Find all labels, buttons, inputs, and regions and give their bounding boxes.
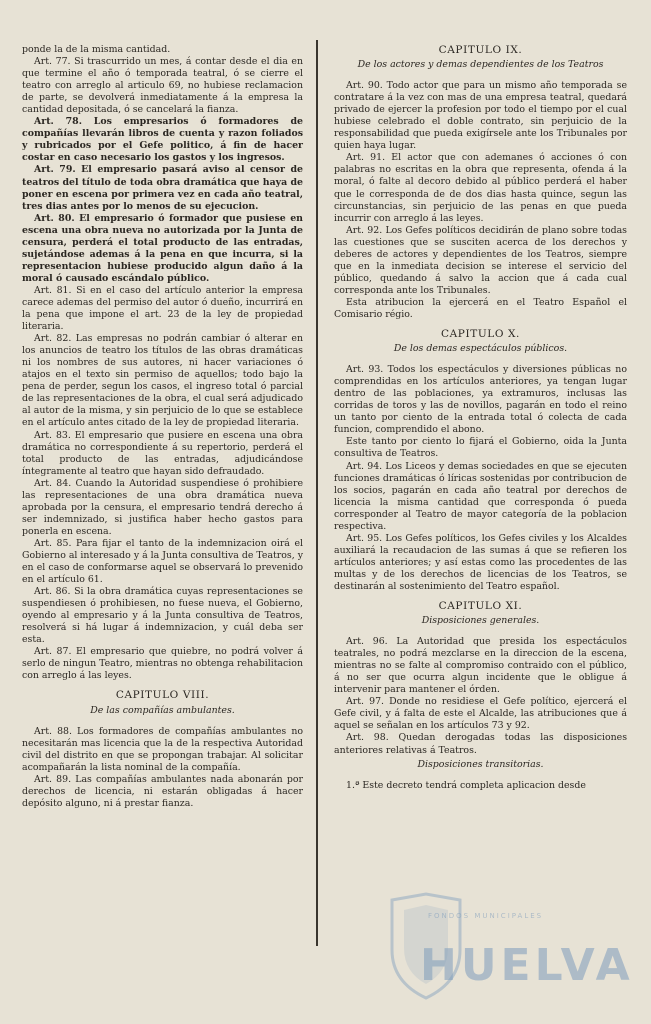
watermark-subtext: FONDOS MUNICIPALES [428,912,544,920]
watermark-text: HUELVA [420,940,634,991]
article-88: Art. 88. Los formadores de compañías ambulantes no necesitarán mas licencia que la de la respectiva Autoridad civil del distrito en que se propongan trabajar. Al solicitar acompañarán la lista nominal de la compañía. [22,725,303,773]
article-93: Art. 93. Todos los espectáculos y diversiones públicas no comprendidas en los artículos anteriores, ya tengan lugar dentro de las poblaciones, ya extramuros, inclusas las corridas de toros y las de novillos, pagarán en todo el reino un tanto por ciento de la entrada total ó colecta de cada funcion, comprendido el abono. [334,364,627,436]
chapter-9-heading: CAPITULO IX. [438,44,523,56]
article-85: Art. 85. Para fijar el tanto de la indemnizacion oirá el Gobierno al interesado y á la Junta consultiva de Teatros, y en el caso de conformarse aquel se observará lo prevenido en el artículo 61. [22,537,303,586]
article-81: Art. 81. Si en el caso del artículo anterior la empresa carece ademas del permiso del autor ó dueño, incurrirá en la pena que impone el art. 23 de la ley de propiedad literaria. [22,284,303,333]
article-83: Art. 83. El empresario que pusiere en escena una obra dramática no correspondiente á su repertorio, perderá el total producto de las entradas, adjudicándose íntegramente al teatro que hayan sido defraudado. [22,429,303,477]
article-90: Art. 90. Todo actor que para un mismo año temporada se contratare á la vez con mas de una empresa teatral, quedará privado de ejercer la profesion por todo el tiempo por el cual hubiese celebrado el doble contrato, sin perjuicio de la responsabilidad que pueda exigírsele ante los Tribunales por quien haya lugar. [334,80,627,152]
chapter-8-subtitle: De las compañías ambulantes. [90,704,235,716]
article-97: Art. 97. Donde no residiese el Gefe político, ejercerá el Gefe civil, y á falta de este el Alcalde, las atribuciones que á aquel se señalan en los artículos 73 y 92. [334,696,627,732]
article-94: Art. 94. Los Liceos y demas sociedades en que se ejecuten funciones dramáticas ó líricas sostenidas por contribucion de los socios, pagarán en cada año teatral por derechos de licencia la misma cantidad que corresponda ó pueda corresponder al Teatro de mayor categoría de la poblacion respectiva. [334,460,627,532]
chapter-8-heading: CAPITULO VIII. [115,689,210,702]
article-95: Art. 95. Los Gefes políticos, los Gefes civiles y los Alcaldes auxiliará la recaudacion de las sumas á que se refieren los artículos anteriores; y así estas como las procedentes de las multas y de los derechos de licencias de los Teatros, se destinarán al sostenimiento del Teatro español. [334,532,627,592]
left-column [22,44,303,810]
chapter-11-subtitle: Disposiciones generales. [421,615,540,627]
paragraph-continuation: ponde la de la misma cantidad. [22,44,171,55]
article-80: Art. 80. El empresario ó formador que pusiese en escena una obra nueva no autorizada por la Junta de censura, perderá el total producto de las entradas, sujetándose ademas á la pena en que incurra, si la representacion hubiese producido algun daño á la moral ó causado escándalo público. [22,212,303,284]
transitory-subtitle: Disposiciones transitorias. [417,758,544,770]
article-92-note: Esta atribucion la ejercerá en el Teatro Español el Comisario régio. [334,296,627,320]
article-98: Art. 98. Quedan derogadas todas las disposiciones anteriores relativas á Teatros. [334,732,627,756]
chapter-10-heading: CAPITULO X. [440,328,520,341]
article-91: Art. 91. El actor que con ademanes ó acciones ó con palabras no escritas en la obra que representa, ofenda á la moral, ó falte al decoro debido al público perderá el haber que le corresponda de de dos dias hasta quince, segun las circunstancias, sin perjuicio de las penas en que pueda incurrir con arreglo á las leyes. [334,152,627,224]
article-79: Art. 79. El empresario pasará aviso al censor de teatros del título de toda obra dramática que haya de poner en escena por primera vez en cada año teatral, tres dias antes por lo menos de su ejecucion. [22,164,303,212]
article-84: Art. 84. Cuando la Autoridad suspendiese ó prohibiere las representaciones de una obra dramática nueva aprobada por la censura, el empresario tendrá derecho á ser indemnizado, si justifica haber hecho gastos para ponerla en escena. [22,477,303,537]
article-96: Art. 96. La Autoridad que presida los espectáculos teatrales, no podrá mezclarse en la direccion de la escena, mientras no se falte al compromiso contraido con el público, á no ser que ocurra algun incidente que le obligue á intervenir para mantener el órden. [334,636,627,696]
article-87: Art. 87. El empresario que quiebre, no podrá volver á serlo de ningun Teatro, mientras no obtenga rehabilitacion con arreglo á las leyes. [22,646,303,682]
column-divider [316,40,318,946]
article-89: Art. 89. Las compañías ambulantes nada abonarán por derechos de licencia, ni estarán obligadas á hacer depósito alguno, ni á prestar fianza. [22,773,303,809]
right-column [334,44,627,792]
article-92: Art. 92. Los Gefes políticos decidirán de plano sobre todas las cuestiones que se susciten acerca de los derechos y deberes de actores y dependientes de los Teatros, siempre que en la inmediata decision se interese el servicio del público, quedando á salvo la accion que á cada cual corresponda ante los Tribunales. [334,224,627,296]
transitory-1: 1.ª Este decreto tendrá completa aplicacion desde [346,779,586,791]
article-86: Art. 86. Si la obra dramática cuyas representaciones se suspendiesen ó prohibiesen, no fuese nueva, el Gobierno, oyendo al empresario y á la Junta consultiva de Teatros, resolverá si há lugar á indemnizacion, y cuál deba ser esta. [22,586,303,646]
article-78: Art. 78. Los empresarios ó formadores de compañías llevarán libros de cuenta y razon foliados y rubricados por el Gefe politico, á fin de hacer costar en caso necesario los gastos y los ingresos. [22,116,303,164]
chapter-11-heading: CAPITULO XI. [438,600,523,613]
article-77: Art. 77. Si trascurrido un mes, á contar desde el dia en que termine el año ó temporada teatral, ó se cierre el teatro con arreglo al articulo 69, no hubiese reclamacion de parte, se devolverá inmediatamente á la empresa la cantidad depositada, ó se cancelará la fianza. [22,56,303,116]
chapter-9-subtitle: De los actores y demas dependientes de los Teatros [357,59,604,71]
article-82: Art. 82. Las empresas no podrán cambiar ó alterar en los anuncios de teatro los títulos de las obras dramáticas ni los nombres de sus autores, ni hacer variaciones ó atajos en el texto sin permiso de aquellos; todo bajo la pena de perder, segun los casos, el ingreso total ó parcial de las representaciones de la obra, el cual será adjudicado al autor de la misma, y sin perjuicio de lo que se establece en el artículo antes citado de la ley de propiedad literaria. [22,333,303,429]
chapter-10-subtitle: De los demas espectáculos públicos. [393,343,568,355]
article-93-note: Este tanto por ciento lo fijará el Gobierno, oida la Junta consultiva de Teatros. [334,436,627,460]
